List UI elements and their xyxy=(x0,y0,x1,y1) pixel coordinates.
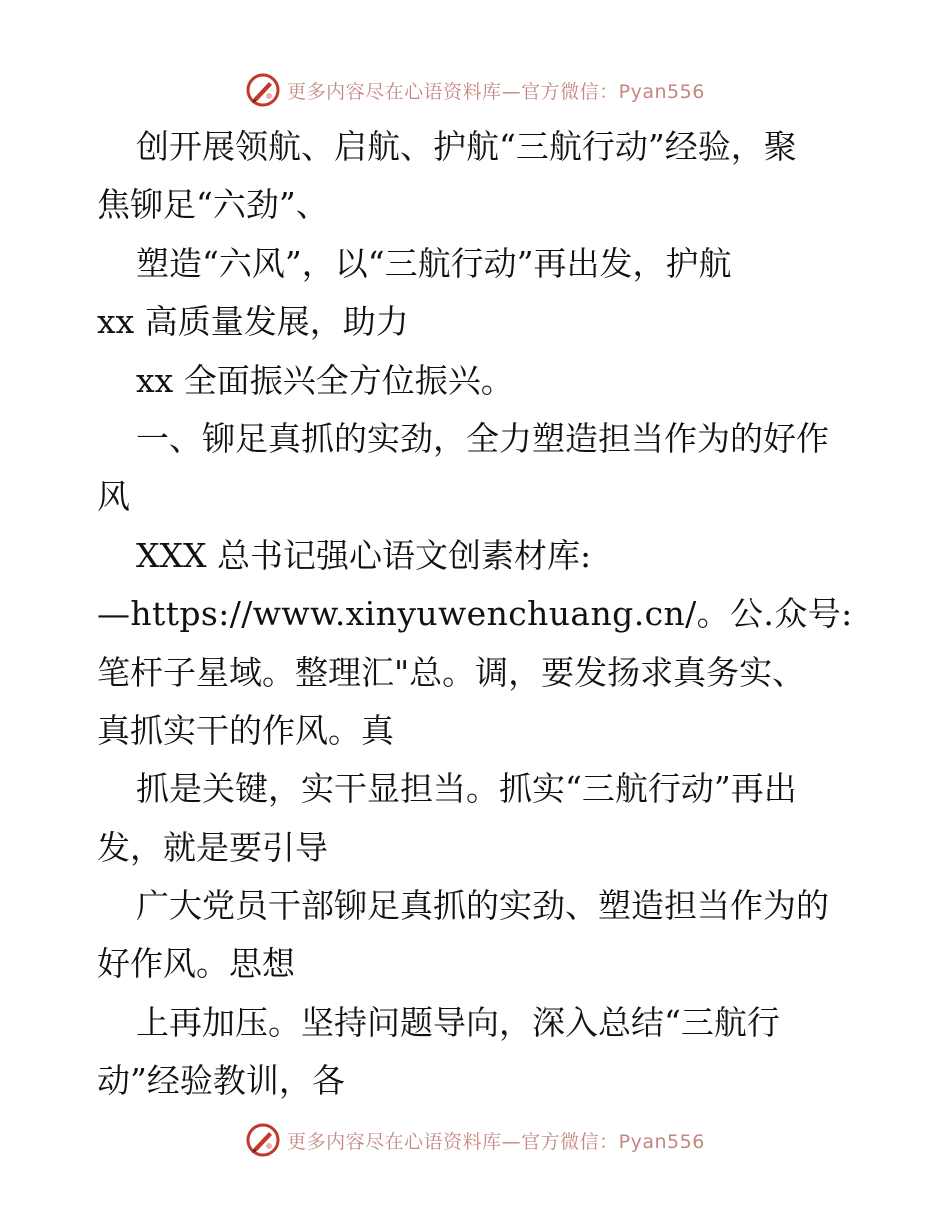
pen-logo-icon xyxy=(245,72,281,108)
paragraph-line: xx 高质量发展，助力 xyxy=(97,302,409,342)
paragraph-line: 笔杆子星域。整理汇"总。调，要发扬求真务实、 xyxy=(97,652,806,692)
paragraph-line: 焦铆足“六劲”、 xyxy=(97,185,329,225)
footer-banner xyxy=(0,1120,950,1160)
paragraph-line: 真抓实干的作风。真 xyxy=(97,710,394,750)
header-banner-text: 更多内容尽在心语资料库—官方微信：Pyan556 xyxy=(287,80,705,103)
pen-logo-icon xyxy=(245,1122,281,1158)
url-line: —https://www.xinyuwenchuang.cn/。公.众号: xyxy=(97,594,853,634)
paragraph-line: 抓是关键，实干显担当。抓实“三航行动”再出 xyxy=(136,769,797,809)
paragraph-line: 发，就是要引导 xyxy=(97,827,328,867)
paragraph-line: 动”经验教训，各 xyxy=(97,1061,345,1101)
paragraph-line: xx 全面振兴全方位振兴。 xyxy=(136,360,514,400)
footer-banner-text: 更多内容尽在心语资料库—官方微信：Pyan556 xyxy=(287,1130,705,1153)
header-banner xyxy=(0,70,950,110)
paragraph-line: 广大党员干部铆足真抓的实劲、塑造担当作为的 xyxy=(136,886,829,926)
paragraph-line: 塑造“六风”，以“三航行动”再出发，护航 xyxy=(136,243,732,283)
paragraph-line: 好作风。思想 xyxy=(97,944,295,984)
section-heading-continuation: 风 xyxy=(97,477,130,517)
paragraph-line: 上再加压。坚持问题导向，深入总结“三航行 xyxy=(136,1002,780,1042)
paragraph-line: 创开展领航、启航、护航“三航行动”经验，聚 xyxy=(136,127,797,166)
document-body xyxy=(97,118,857,1111)
paragraph-line: XXX 总书记强心语文创素材库: xyxy=(136,535,592,575)
section-heading: 一、铆足真抓的实劲，全力塑造担当作为的好作 xyxy=(136,418,829,458)
